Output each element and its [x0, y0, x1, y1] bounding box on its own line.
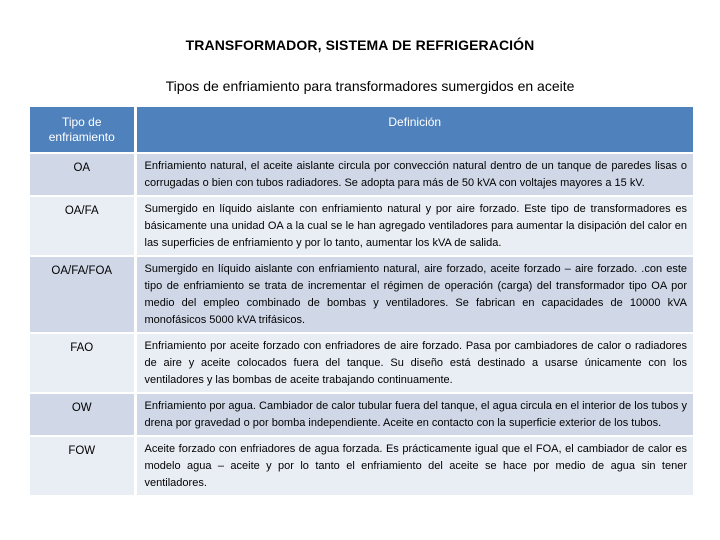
header-definicion: Definición: [135, 107, 693, 153]
row-type: OA/FA: [30, 196, 135, 256]
table-row: [30, 196, 693, 256]
header-tipo: Tipo de enfriamiento: [30, 107, 135, 153]
table-row: [30, 393, 693, 436]
row-definition: Sumergido en líquido aislante con enfriamiento natural y por aire forzado. Este tipo de transformadores es básicamente una unidad OA a la cual se le han agregado ventiladores para aumentar la disipación del calor en las superficies de enfriamiento y por lo tanto, aumentar los kVA de salida.: [135, 196, 693, 256]
row-type: OA/FA/FOA: [30, 256, 135, 333]
row-type: OA: [30, 153, 135, 196]
row-type: FAO: [30, 333, 135, 393]
table-row: [30, 333, 693, 393]
table-row: [30, 153, 693, 196]
row-definition: Enfriamiento por aceite forzado con enfriadores de aire forzado. Pasa por cambiadores de calor o radiadores de aire y aceite colocados fuera del tanque. Su diseño está destinado a usarse únicamente con los ventiladores y las bombas de aceite trabajando continuamente.: [135, 333, 693, 393]
page-title: TRANSFORMADOR, SISTEMA DE REFRIGERACIÓN: [185, 37, 535, 53]
row-definition: Sumergido en líquido aislante con enfriamiento natural, aire forzado, aceite forzado – aire forzado. .con este tipo de enfriamiento se trata de incrementar el régimen de operación (carga) del transformador tipo OA por medio del empleo combinado de bombas y ventiladores. Se fabrican en capacidades de 10000 kVA monofásicos 5000 kVA trifásicos.: [135, 256, 693, 333]
table-row: [30, 436, 693, 495]
cooling-types-table: [30, 107, 693, 495]
row-type: FOW: [30, 436, 135, 495]
table-header-row: [30, 107, 693, 153]
page-subtitle: Tipos de enfriamiento para transformadores sumergidos en aceite: [165, 78, 575, 94]
row-definition: Aceite forzado con enfriadores de agua forzada. Es prácticamente igual que el FOA, el cambiador de calor es modelo agua – aceite y por lo tanto el enfriamiento del aceite se hace por medio de agua sin tener ventiladores.: [135, 436, 693, 495]
row-definition: Enfriamiento por agua. Cambiador de calor tubular fuera del tanque, el agua circula en el interior de los tubos y drena por gravedad o por bomba independiente. Aceite en contacto con la superficie exterior de los tubos.: [135, 393, 693, 436]
row-definition: Enfriamiento natural, el aceite aislante circula por convección natural dentro de un tanque de paredes lisas o corrugadas o bien con tubos radiadores. Se adopta para más de 50 kVA con voltajes mayores a 15 kV.: [135, 153, 693, 196]
table-row: [30, 256, 693, 333]
row-type: OW: [30, 393, 135, 436]
